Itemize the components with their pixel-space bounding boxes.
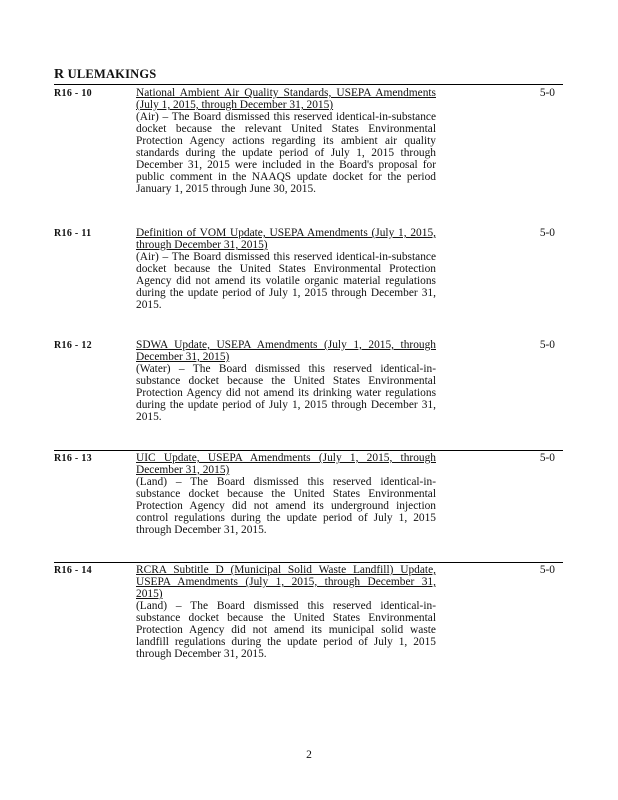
entry-title-line: December 31, 2015) xyxy=(136,351,230,363)
docket-number: R16 - 14 xyxy=(54,565,92,576)
entry-title-line: Definition of VOM Update, USEPA Amendments (July 1, 2015, xyxy=(136,227,436,239)
entry-title xyxy=(136,564,436,600)
entry-body xyxy=(136,564,436,660)
entry-description-line: substance docket because the United States Environmental xyxy=(136,375,436,387)
entry-body xyxy=(136,339,436,423)
entry-description-line: Protection Agency did not amend its underground injection xyxy=(136,500,436,512)
entry-description-line: control regulations during the update period of July 1, 2015 xyxy=(136,512,436,524)
heading-rule xyxy=(54,84,563,85)
entry-title-line: (July 1, 2015, through December 31, 2015) xyxy=(136,99,334,111)
entry-title-line: RCRA Subtitle D (Municipal Solid Waste Landfill) Update, xyxy=(136,564,436,576)
entry-description-line: Protection Agency did not amend its municipal solid waste xyxy=(136,624,436,636)
entry-description-line: 2015. xyxy=(136,299,162,311)
vote-count: 5-0 xyxy=(539,87,555,99)
entry-title xyxy=(136,452,436,476)
entry-description-line: December 31, 2015 were included in the Board's proposal for xyxy=(136,159,436,171)
entry-description-line: public comment in the NAAQS update docket for the period xyxy=(136,171,436,183)
rulemaking-entry xyxy=(54,562,563,660)
entry-body xyxy=(136,227,436,311)
entry-description-line: substance docket because the United States Environmental xyxy=(136,488,436,500)
entry-description-line: substance docket because the United States Environmental xyxy=(136,612,436,624)
entry-title-line: through December 31, 2015) xyxy=(136,239,268,251)
entry-description-line: (Land) – The Board dismissed this reserved identical-in- xyxy=(136,476,436,488)
entry-description-line: docket because the relevant United States Environmental xyxy=(136,123,436,135)
vote-count: 5-0 xyxy=(539,452,555,464)
entry-title xyxy=(136,87,436,111)
docket-number: R16 - 12 xyxy=(54,340,92,351)
vote-count: 5-0 xyxy=(539,564,555,576)
entry-description xyxy=(136,363,436,423)
vote-count: 5-0 xyxy=(539,339,555,351)
page-number: 2 xyxy=(306,749,312,761)
entry-description-line: (Land) – The Board dismissed this reserved identical-in- xyxy=(136,600,436,612)
entry-description xyxy=(136,600,436,660)
entry-title-line: 2015) xyxy=(136,588,163,600)
rulemaking-entry xyxy=(54,450,563,536)
section-heading-rest: ULEMAKINGS xyxy=(67,67,157,81)
entry-title-line: USEPA Amendments (July 1, 2015, through December 31, xyxy=(136,576,436,588)
entry-body xyxy=(136,87,436,195)
entry-description-line: (Air) – The Board dismissed this reserved identical-in-substance xyxy=(136,251,436,263)
section-heading-initial: R xyxy=(54,67,65,82)
entry-title xyxy=(136,339,436,363)
entry-title xyxy=(136,227,436,251)
docket-number: R16 - 11 xyxy=(54,228,92,239)
entry-description-line: standards during the update period of July 1, 2015 through xyxy=(136,147,436,159)
entry-description xyxy=(136,251,436,311)
entry-description-line: through December 31, 2015. xyxy=(136,648,267,660)
entry-title-line: UIC Update, USEPA Amendments (July 1, 2015, through xyxy=(136,452,436,464)
entry-description xyxy=(136,111,436,195)
entry-description-line: (Air) – The Board dismissed this reserved identical-in-substance xyxy=(136,111,436,123)
vote-count: 5-0 xyxy=(539,227,555,239)
entry-description-line: (Water) – The Board dismissed this reserved identical-in- xyxy=(136,363,436,375)
section-heading xyxy=(54,67,156,83)
entry-description xyxy=(136,476,436,536)
entry-title-line: SDWA Update, USEPA Amendments (July 1, 2015, through xyxy=(136,339,436,351)
docket-number: R16 - 10 xyxy=(54,88,92,99)
entry-title-line: December 31, 2015) xyxy=(136,464,230,476)
entry-description-line: through December 31, 2015. xyxy=(136,524,267,536)
entry-title-line: National Ambient Air Quality Standards, USEPA Amendments xyxy=(136,87,436,99)
entry-description-line: 2015. xyxy=(136,411,162,423)
entry-description-line: January 1, 2015 through June 30, 2015. xyxy=(136,183,317,195)
entry-body xyxy=(136,452,436,536)
entry-description-line: docket because the United States Environmental Protection xyxy=(136,263,436,275)
docket-number: R16 - 13 xyxy=(54,453,92,464)
entry-description-line: Agency did not amend its volatile organic material regulations xyxy=(136,275,436,287)
entry-description-line: during the update period of July 1, 2015 through December 31, xyxy=(136,287,436,299)
entry-description-line: landfill regulations during the update period of July 1, 2015 xyxy=(136,636,436,648)
entry-description-line: during the update period of July 1, 2015 through December 31, xyxy=(136,399,436,411)
entry-description-line: Protection Agency actions regarding its ambient air quality xyxy=(136,135,436,147)
entry-description-line: Protection Agency did not amend its drinking water regulations xyxy=(136,387,436,399)
